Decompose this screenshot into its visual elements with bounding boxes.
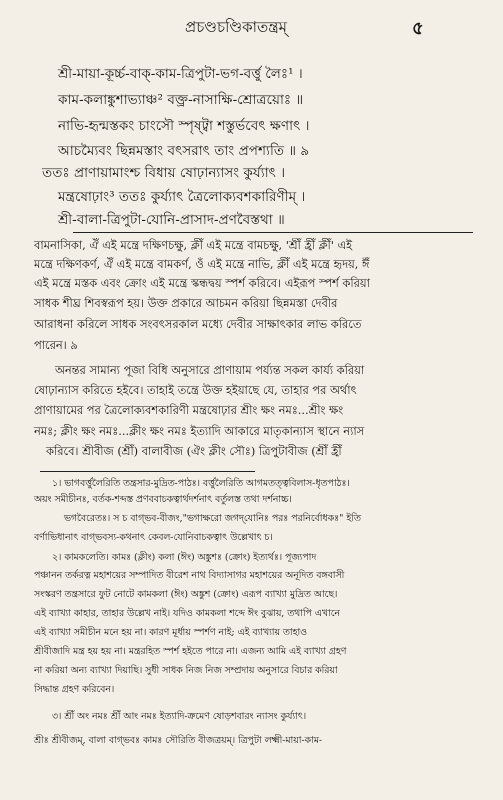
commentary-line: সাধক শীঘ্র শিবস্বরূপ হয়। উক্ত প্রকারে আচমন করিয়া ছিন্নমস্তা দেবীর xyxy=(34,296,338,310)
footnote-line: শ্রীঃ শ্রীবীজম্, বালা বাগ্‌ভবঃ কামঃ সৌরিতি বীজত্রয়ম্। ত্রিপুটা লক্ষ্মী-মায়া-কাম- xyxy=(34,735,323,746)
verse-line: কাম-কলাঙ্কুশাভ্যাঞ্চ² বক্ত্র-নাসাক্ষি-শ্রোত্রয়োঃ ॥ xyxy=(58,92,304,108)
commentary-line: আরাধনা করিলে সাধক সংবৎসরকাল মধ্যে দেবীর সাক্ষাৎকার লাভ করিতে xyxy=(34,317,362,331)
footnote-line: সংস্করণ তন্ত্রসারে ফুট নোটে কামকলা (ঈং) অঙ্কুশ (ক্রোং) এরূপ ব্যাখ্যা মুদ্রিত আছে। xyxy=(34,589,338,600)
page-number: ৫ xyxy=(412,18,424,39)
commentary-line: পারেন। ৯ xyxy=(34,338,78,352)
verse-line: মন্ত্রষোঢ়াং³ ততঃ কুর্য্যাৎ ত্রৈলোক্যবশকারিণীম্ । xyxy=(58,189,306,205)
footnote-line: পঞ্চানন তর্করত্ন মহাশয়ের সম্পাদিত বীরেশ নাথ বিদ্যাসাগর মহাশয়ের অনূদিত বঙ্গবাসী xyxy=(34,570,345,581)
commentary-line: বামনাসিকা, ঐঁ এই মন্ত্রে দক্ষিণচক্ষু, ক্লীঁ এই মন্ত্রে বামচক্ষু, 'শ্রীঁ হ্রীঁ ক্লীঁ' এই xyxy=(34,238,353,252)
verse-line: নাভি-হৃন্মস্তকং চাংসৌ স্পৃষ্ট্বা শস্তুর্ভবেৎ ক্ষণাৎ । xyxy=(58,118,310,134)
footnote-divider xyxy=(40,471,255,472)
verse-line: শ্রী-বালা-ত্রিপুটা-যোনি-প্রাসাদ-প্রণবৈস্তথা ॥ xyxy=(58,212,285,228)
footnote-line: ভগবৈরেতঃ। স চ বাগ্‌ভব-বীজং,"ভগাক্ষরো জগদ্‌যোনিঃ পরঃ পরনির্বোধকঃ" ইতি xyxy=(64,513,361,524)
commentary-line: মন্ত্রে দক্ষিণকর্ণ, ঐঁ এই মন্ত্রে বামকর্ণ, ওঁ এই মন্ত্রে নাভি, ক্লীঁ এই মন্ত্রে হৃদয়, ঈঁ xyxy=(34,257,370,271)
commentary-line: প্রাণায়ামের পর ত্রৈলোক্যবশকারিণী মন্ত্রষোঢ়ার শ্রীং ক্ষং নমঃ...শ্রীং ক্ষং xyxy=(34,403,344,417)
footnote-line: শ্রীবীজাদি মন্ত্র হয় হয় না। মন্ত্ররহিত স্পর্শ হইতে পারে না। এজন্য আমি এই ব্যাখ্যা গ্রহণ xyxy=(34,646,347,657)
commentary-line: নমঃ; ক্লীং ক্ষং নমঃ...ক্লীং ক্ষং নমঃ ইত্যাদি আকারে মাতৃকান্যাস স্থানে ন্যাস xyxy=(34,424,365,438)
footnote-line: না করিয়া অন্য ব্যাখ্যা দিয়াছি। সুধী সাধক নিজ নিজ সম্প্রদায় অনুসারে বিচার করিয়া xyxy=(34,665,338,676)
commentary-line: এই মন্ত্রে মস্তক এবং ক্রোং এই মন্ত্রে স্কন্ধদ্বয় স্পর্শ করিবে। এইরূপ স্পর্শ করিয়া xyxy=(34,276,370,290)
commentary-line: অনন্তর সামান্য পূজা বিধি অনুসারে প্রাণায়াম পর্য্যন্ত সকল কার্য্য করিয়া xyxy=(55,363,365,377)
footnote-line: সিদ্ধান্ত গ্রহণ করিবেন। xyxy=(34,684,115,695)
footnote-line: এই ব্যাখ্যা কাহার, তাহার উল্লেখ নাই। যদিও কামকলা শব্দে ঈং বুঝায়, তথাপি এখানে xyxy=(34,608,340,619)
footnote-line: বর্ণাভিধানাৎ বাগ্ভবস্য-কথনাৎ কেবল-যোনিবাচকত্বাৎ উল্লেখাৎ চ। xyxy=(34,532,273,543)
verse-line: শ্রী-মায়া-কূর্চ্চ-বাক্-কাম-ত্রিপুটা-ভগ-বর্ত্তু লৈঃ¹ । xyxy=(58,66,303,82)
footnote-line: ২। কামকলেতি। কামঃ (ক্লীং) কলা (ঈং) অঙ্কুশঃ (ক্রোং) ইত্যর্থঃ। পূজ্যপাদ xyxy=(52,552,317,563)
page-header xyxy=(0,14,503,38)
verse-line: আচম্যৈবং ছিন্নমস্তাং বৎসরাৎ তাং প্রপশ্যতি ॥ ৯ xyxy=(58,143,310,159)
footnote-line: অয়ং সমীচীনঃ, বর্তক-শব্দস্ত প্রণববাচকত্বার্থদর্শনাৎ বর্তুলস্ত তথা দর্শনাচ্চ। xyxy=(34,494,292,505)
commentary-line: করিবে। শ্রীবীজ (শ্রীঁ) বালাবীজ (ঐং ক্লীং সৌঃ) ত্রিপুটাবীজ (শ্রীঁ হ্রীঁ xyxy=(46,444,342,458)
section-divider xyxy=(73,232,473,233)
commentary-line: ষোঢ়ান্যাস করিতে হইবে। তাহাই তন্ত্রে উক্ত হইয়াছে যে, তাহার পর অর্থাৎ xyxy=(34,383,357,397)
running-title: প্রচণ্ডচণ্ডিকাতন্ত্রম্ xyxy=(185,18,287,36)
footnote-line: এই ব্যাখ্যা সমীচীন মনে হয় না। কারণ মূর্ধায় স্পর্শণ নাই; এই ব্যাখ্যায় তাহাও xyxy=(34,627,308,638)
footnote-line: ১। ভাগবর্ত্তুলৈরিতি তন্ত্রসার-মুদ্রিত-পাঠঃ। বর্ত্তুলৈরিতি আগমতত্ত্ববিলাস-ধৃতপাঠঃ। xyxy=(52,478,350,489)
footnote-line: ৩। শ্রীঁ অং নমঃ শ্রীঁ আং নমঃ ইত্যাদি-ক্রমেণ ষোড়শবারং ন্যাসং কুর্য্যাৎ। xyxy=(52,711,307,722)
verse-line: ততঃ প্রাণায়ামাংশ্চ বিধায় ষোঢ়ান্যাসং কুর্য্যাৎ । xyxy=(42,165,286,181)
